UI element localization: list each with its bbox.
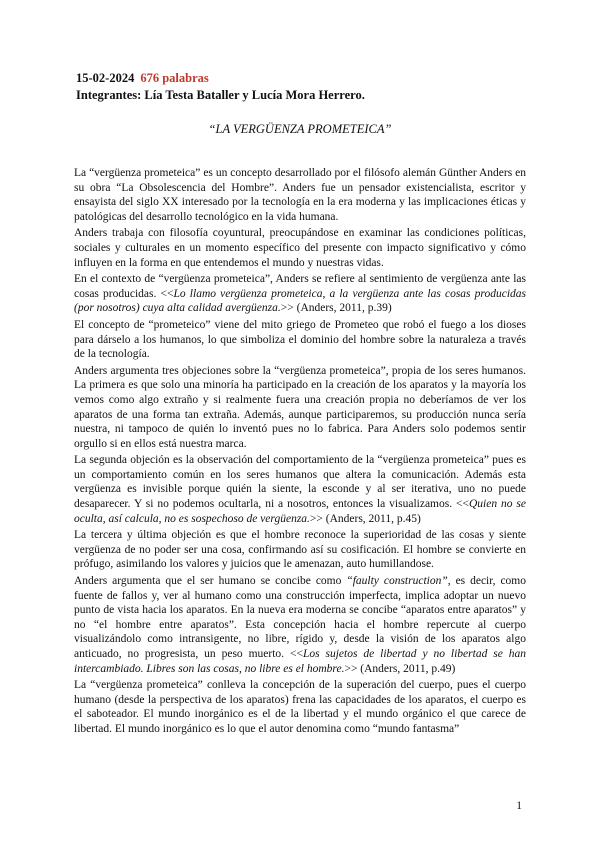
members: Integrantes: Lía Testa Bataller y Lucía Mora Herrero. <box>76 88 365 102</box>
paragraph-6-text: La segunda objeción es la observación del comportamiento de la “vergüenza prometeica” pues es un comportamiento común en los seres humanos que altera la comunicación. Además esta vergüenza es invisible porque quién la siente, la esconde y al ser iterativa, uno no puede desaparecer. Y si no podemos ocultarla, ni a nosotros, entonces la visualizamos. << <box>74 454 526 511</box>
paragraph-3 <box>74 272 526 316</box>
paragraph-8 <box>74 574 526 676</box>
date: 15-02-2024 <box>76 71 135 85</box>
date-line <box>76 70 365 87</box>
faulty-construction-term: “faulty construction” <box>346 575 448 588</box>
paragraph-9: La “vergüenza prometeica” conlleva la concepción de la superación del cuerpo, pues el cuerpo humano (desde la perspectiva de los aparatos) frena las capacidades de los aparatos, el cuerpo es el saboteador. El mundo inorgánico es el de la libertad y el mundo orgánico el que carece de libertad. El mundo inorgánico es lo que el autor denomina como “mundo fantasma” <box>74 679 526 735</box>
paragraph-8-text-a: Anders argumenta que el ser humano se concibe como <box>74 575 347 588</box>
paragraph-3-text: En el contexto de “vergüenza prometeica”, Anders se refiere al sentimiento de vergüenza ante las cosas producidas. << <box>74 273 526 300</box>
quote-1: Lo llamo vergüenza prometeica, a la vergüenza ante las cosas producidas (por nosotros) cuya alta calidad avergüenza. <box>74 287 526 315</box>
quote-3: Los sujetos de libertad y no libertad se han intercambiado. Libres son las cosas, no libre es el hombre. <box>74 648 526 675</box>
document-header <box>76 70 365 104</box>
paragraph-7: La tercera y última objeción es que el hombre reconoce la superioridad de las cosas y siente vergüenza de no poder ser una cosa, confirmando así su cosificación. El hombre se convierte en prófugo, asimilando los valores y juicios que le amenazan, auto humillandose. <box>74 529 526 571</box>
paragraph-4: El concepto de “prometeico” viene del mito griego de Prometeo que robó el fuego a los dioses para dárselo a los humanos, lo que simboliza el dominio del hombre sobre la naturaleza a través de la tecnología. <box>74 318 526 361</box>
page-number: 1 <box>516 800 522 812</box>
word-count: 676 palabras <box>140 71 209 85</box>
paragraph-2: Anders trabaja con filosofía coyuntural, preocupándose en examinar las condiciones políticas, sociales y culturales en un momento específico del presente con impacto significativo y cómo influyen en la forma en que entendemos el mundo y nuestras vidas. <box>74 227 526 269</box>
citation-1: >> (Anders, 2011, p.39) <box>280 302 392 315</box>
citation-2: >> (Anders, 2011, p.45) <box>309 512 421 525</box>
citation-3: >> (Anders, 2011, p.49) <box>344 662 456 675</box>
document-body <box>74 166 526 739</box>
quote-2: Quien no se oculta, así calcula, no es sospechoso de vergüenza. <box>74 498 527 525</box>
paragraph-8-text-b: , es decir, como fuente de fallos y, ver al humano como una construcción imperfecta, implica adoptar un nuevo punto de vista hacia los aparatos. En la nueva era moderna se concibe “aparatos entre aparatos” y no “el hombre entre aparatos”. Esta concepción hacia el hombre repercute al cuerpo visualizándolo como intransigente, no libre, rígido y, desde la visión de los aparatos algo anticuado, no progresista, un peso muerto. << <box>74 575 526 660</box>
paragraph-1: La “vergüenza prometeica” es un concepto desarrollado por el filósofo alemán Günther Anders en su obra “La Obsolescencia del Hombre”. Anders fue un pensador existencialista, escritor y ensayista del siglo XX interesado por la tecnología en la era moderna y las implicaciones éticas y patológicas del desarrollo tecnológico en la vida humana. <box>74 167 526 223</box>
paragraph-5: Anders argumenta tres objeciones sobre la “vergüenza prometeica”, propia de los seres humanos. La primera es que solo una minoría ha participado en la creación de los aparatos y la mayoría los vemos como algo extraño y si realmente fuera una creación propia no deberíamos de ver los aparatos de una forma tan extraña. Además, aunque participaremos, su producción nunca sería nuestra, ni tampoco de quién lo inventó pues no lo fabrica. Para Anders solo podemos sentir orgullo si en ellos está nuestra marca. <box>74 364 526 450</box>
document-title: “LA VERGÜENZA PROMETEICA” <box>208 122 392 136</box>
paragraph-6 <box>74 453 526 526</box>
